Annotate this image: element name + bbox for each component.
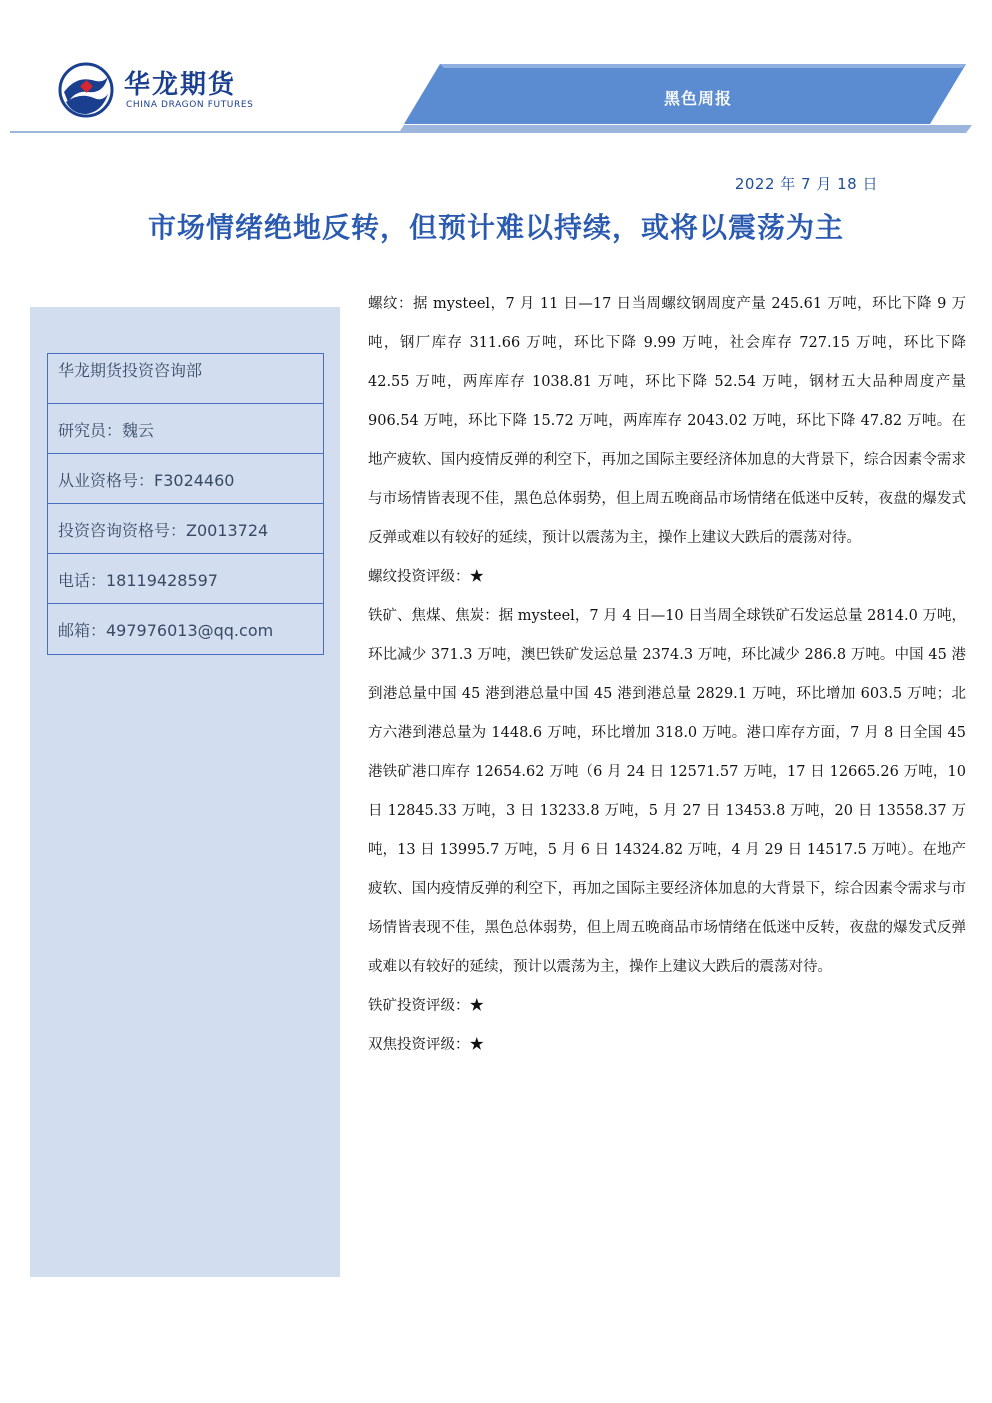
report-type-label: 黑色周报	[664, 89, 733, 108]
phone-row: 电话：18119428597	[48, 554, 323, 604]
ore-rating: 铁矿投资评级：★	[368, 998, 484, 1014]
report-date: 2022 年 7 月 18 日	[734, 175, 878, 193]
ore-coke-paragraph: 铁矿、焦煤、焦炭：据 mysteel，7 月 4 日—10 日当周全球铁矿石发运总量 2814.0 万吨，环比减少 371.3 万吨，澳巴铁矿发运总量 2374.3 万吨，环比减少 286.8 万吨。中国 45 港到港总量中国 45 港到港总量中国 45 港到港总量 2829.1 万吨，环比增加 603.5 万吨；北方六港到港总量为 1448.6 万吨，环比增加 318.0 万吨。港口库存方面，7 月 8 日全国 45 港铁矿港口库存 12654.62 万吨（6 月 24 日 12571.57 万吨，17 日 12665.26 万吨，10 日 12845.33 万吨，3 日 13233.8 万吨，5 月 27 日 13453.8 万吨，20 日 13558.37 万吨，13 日 13995.7 万吨，5 月 6 日 14324.82 万吨，4 月 29 日 14517.5 万吨）。在地产疲软、国内疫情反弹的利空下，再加之国际主要经济体加息的大背景下，综合因素令需求与市场情皆表现不佳，黑色总体弱势，但上周五晚商品市场情绪在低迷中反转，夜盘的爆发式反弹或难以有较好的延续，预计以震荡为主，操作上建议大跌后的震荡对待。	[368, 608, 966, 975]
report-body	[368, 285, 966, 1065]
report-title: 市场情绪绝地反转，但预计难以持续，或将以震荡为主	[147, 211, 844, 244]
header-banner	[0, 60, 992, 140]
coke-rating: 双焦投资评级：★	[368, 1037, 484, 1053]
rebar-rating: 螺纹投资评级：★	[368, 569, 484, 585]
logo-text-en: CHINA DRAGON FUTURES	[126, 100, 254, 110]
analyst-info-box	[47, 353, 324, 655]
rebar-paragraph: 螺纹：据 mysteel，7 月 11 日—17 日当周螺纹钢周度产量 245.61 万吨，环比下降 9 万吨，钢厂库存 311.66 万吨，环比下降 9.99 万吨，社会库存 727.15 万吨，环比下降 42.55 万吨，两库库存 1038.81 万吨，环比下降 52.54 万吨，钢材五大品种周度产量 906.54 万吨，环比下降 15.72 万吨，两库库存 2043.02 万吨，环比下降 47.82 万吨。在地产疲软、国内疫情反弹的利空下，再加之国际主要经济体加息的大背景下，综合因素令需求与市场情皆表现不佳，黑色总体弱势，但上周五晚商品市场情绪在低迷中反转，夜盘的爆发式反弹或难以有较好的延续，预计以震荡为主，操作上建议大跌后的震荡对待。	[368, 296, 966, 546]
researcher-row: 研究员：魏云	[48, 404, 323, 454]
logo-text-cn: 华龙期货	[124, 70, 237, 100]
department-row: 华龙期货投资咨询部	[48, 354, 323, 404]
consulting-qualification-row: 投资咨询资格号：Z0013724	[48, 504, 323, 554]
email-row: 邮箱：497976013@qq.com	[58, 621, 274, 640]
qualification-row: 从业资格号：F3024460	[48, 454, 323, 504]
